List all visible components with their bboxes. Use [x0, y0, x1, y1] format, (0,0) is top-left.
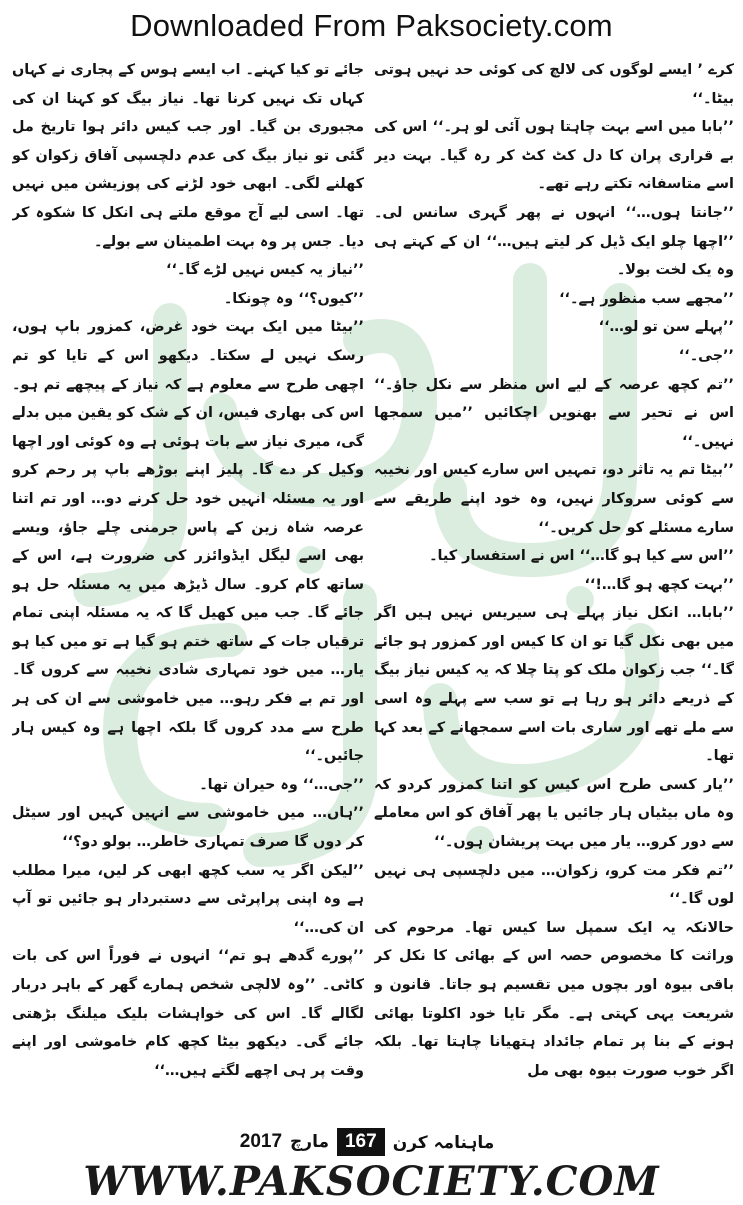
- page-footer: [212, 1127, 522, 1157]
- footer-year: 2017: [239, 1131, 283, 1152]
- paragraph: ’’بابا میں اسے بہت چاہتا ہوں آئی لو ہر۔‘‘ اس کی بے قراری پران کا دل کٹ کٹ کر رہ گیا۔ بہت دیر اسے متاسفانہ تکتے رہے تھے۔: [374, 119, 734, 193]
- paragraph: ’’جانتا ہوں…‘‘ انہوں نے پھر گہری سانس لی۔ ’’اچھا چلو ایک ڈیل کر لیتے ہیں…‘‘ ان کے کہتے ہی وہ یک لخت بولا۔: [374, 204, 734, 279]
- magazine-name: ماہنامہ کرن: [392, 1132, 495, 1153]
- paragraph: ’’پورے گدھے ہو تم‘‘ انہوں نے فوراً اس کی بات کاٹی۔ ’’وہ لالچی شخص ہمارے گھر کے باہر دربار لگالے گا۔ اس کی خواہشات بلیک میلنگ بڑھتی جائے گی۔ دیکھو بیٹا کچھ کام خاموشی اور اپنے وقت پر ہی اچھے لگتے ہیں…‘‘: [12, 948, 364, 1079]
- paragraph: حالانکہ یہ ایک سمپل سا کیس تھا۔ مرحوم کی وراثت کا مخصوص حصہ اس کے بھائی کا نکل کر باقی بیوہ اور بچوں میں تقسیم ہو جاتا۔ قانون و شریعت یہی کہتی ہے۔ مگر تایا خود اکلوتا بھائی ہونے کے بنا پر تمام جائداد ہتھیانا چاہتا تھا۔ بلکہ اگر خوب صورت بیوہ بھی مل: [374, 919, 734, 1079]
- paragraph: ’’لیکن اگر یہ سب کچھ ابھی کر لیں، میرا مطلب ہے وہ اپنی پراپرٹی سے دستبردار ہو جائیں تو آپ ان کی…‘‘: [12, 862, 364, 936]
- footer-month: مارچ: [290, 1132, 329, 1152]
- paragraph: کرے ٬ ایسے لوگوں کی لالچ کی کوئی حد نہیں ہوتی بیٹا۔‘‘: [374, 62, 734, 107]
- site-banner: WWW.PAKSOCIETY.COM: [83, 1158, 660, 1205]
- download-source-header: Downloaded From Paksociety.com: [130, 8, 613, 43]
- paragraph: ’’بابا… انکل نیاز پہلے ہی سیریس نہیں ہیں اگر میں بھی نکل گیا تو ان کا کیس اور کمزور ہو جائے گا۔‘‘ جب زکوان ملک کو پتا چلا کہ یہ کیس نیاز بیگ کے ذریعے دائر ہو رہا ہے تو سب سے پہلے وہ اسی سے ملے تھے اور ساری بات اسے سمجھانے کے بعد کہا تھا۔: [374, 605, 734, 765]
- right-text-column: [374, 56, 734, 1116]
- paragraph: ’’پہلے سن تو لو…‘‘: [598, 319, 734, 336]
- paragraph: ’’بہت کچھ ہو گا…!‘‘: [584, 576, 734, 593]
- paragraph: ’’ہاں… میں خاموشی سے انہیں کہیں اور سیٹل کر دوں گا صرف تمہاری خاطر… بولو دو؟‘‘: [12, 805, 364, 851]
- paragraph: ’’مجھے سب منظور ہے۔‘‘: [559, 290, 734, 307]
- paragraph: ’’بیٹا میں ایک بہت خود غرض، کمزور باپ ہوں، رسک نہیں لے سکتا۔ دیکھو اس کے تایا کو تم اچھی طرح سے معلوم ہے کہ نیاز کے پیچھے تم ہو۔ اس کی بھاری فیس، ان کے شک کو یقین میں بدلے گی، میری نیاز سے بات ہوئی ہے وہ کوئی اور اچھا وکیل کر دے گا۔ پلیز اپنے بوڑھے باپ پر رحم کرو اور یہ مسئلہ انہیں خود حل کرنے دو… اور تم اتنا عرصہ شاہ زین کے پاس جرمنی چلے جاؤ، ویسے بھی اسے لیگل ایڈوائزر کی ضرورت ہے، اس کے ساتھ کام کرو۔ سال ڈیڑھ میں یہ مسئلہ حل ہو جائے گا۔ جب میں کھیل گا کہ یہ مسئلہ اپنی تمام ترقیاں جات کے ساتھ ختم ہو گیا ہے تو میں کیا ہو یار… میں خود تمہاری شادی نخیبہ سے کروں گا۔ اور تم بے فکر رہو… میں خاموشی سے ان کی ہر طرح سے مدد کروں گا بلکہ اچھا ہے وہ کیس ہار جائیں۔‘‘: [12, 319, 364, 765]
- paragraph: ’’نیاز یہ کیس نہیں لڑے گا۔‘‘: [166, 262, 364, 279]
- paragraph: ’’جی۔‘‘: [678, 347, 734, 364]
- paragraph: ’’بیٹا تم یہ تاثر دو، تمہیں اس سارے کیس اور نخیبہ سے کوئی سروکار نہیں، وہ خود اپنے طریقے سے سارے مسئلے کو حل کریں۔‘‘: [374, 462, 734, 536]
- paragraph: جائے تو کیا کہنے۔ اب ایسے ہوس کے پجاری نے کہاں کہاں تک نہیں کرنا تھا۔ نیاز بیگ کو کہنا ان کی مجبوری بن گیا۔ اور جب کیس دائر ہوا تاریخ مل گئی تو نیاز بیگ کی عدم دلچسپی آفاق زکوان کو کھلنے لگی۔ ابھی خود لڑنے کی پوزیشن میں نہیں تھا۔ اسی لیے آج موقع ملتے ہی انکل کا شکوہ کر دیا۔ جس پر وہ بہت اطمینان سے بولے۔: [12, 62, 364, 250]
- paragraph: ’’کیوں؟‘‘ وہ چونکا۔: [223, 290, 364, 307]
- left-text-column: [12, 56, 364, 1116]
- paragraph: ’’جی…‘‘ وہ حیران تھا۔: [199, 776, 364, 793]
- paragraph: ’’تم کچھ عرصہ کے لیے اس منظر سے نکل جاؤ۔‘‘ اس نے تحیر سے بھنویں اچکائیں ’’میں سمجھا نہیں۔‘‘: [374, 376, 734, 450]
- page-number: 167: [337, 1128, 385, 1156]
- paragraph: ’’یار کسی طرح اس کیس کو اتنا کمزور کردو کہ وہ ماں بیٹیاں ہار جائیں یا پھر آفاق کو اس معاملے سے دور کرو… یار میں بہت پریشان ہوں۔‘‘: [374, 776, 734, 851]
- paragraph: ’’اس سے کیا ہو گا…‘‘ اس نے استفسار کیا۔: [429, 548, 734, 565]
- paragraph: ’’تم فکر مت کرو، زکوان… میں دلچسپی ہی نہیں لوں گا۔‘‘: [374, 862, 734, 908]
